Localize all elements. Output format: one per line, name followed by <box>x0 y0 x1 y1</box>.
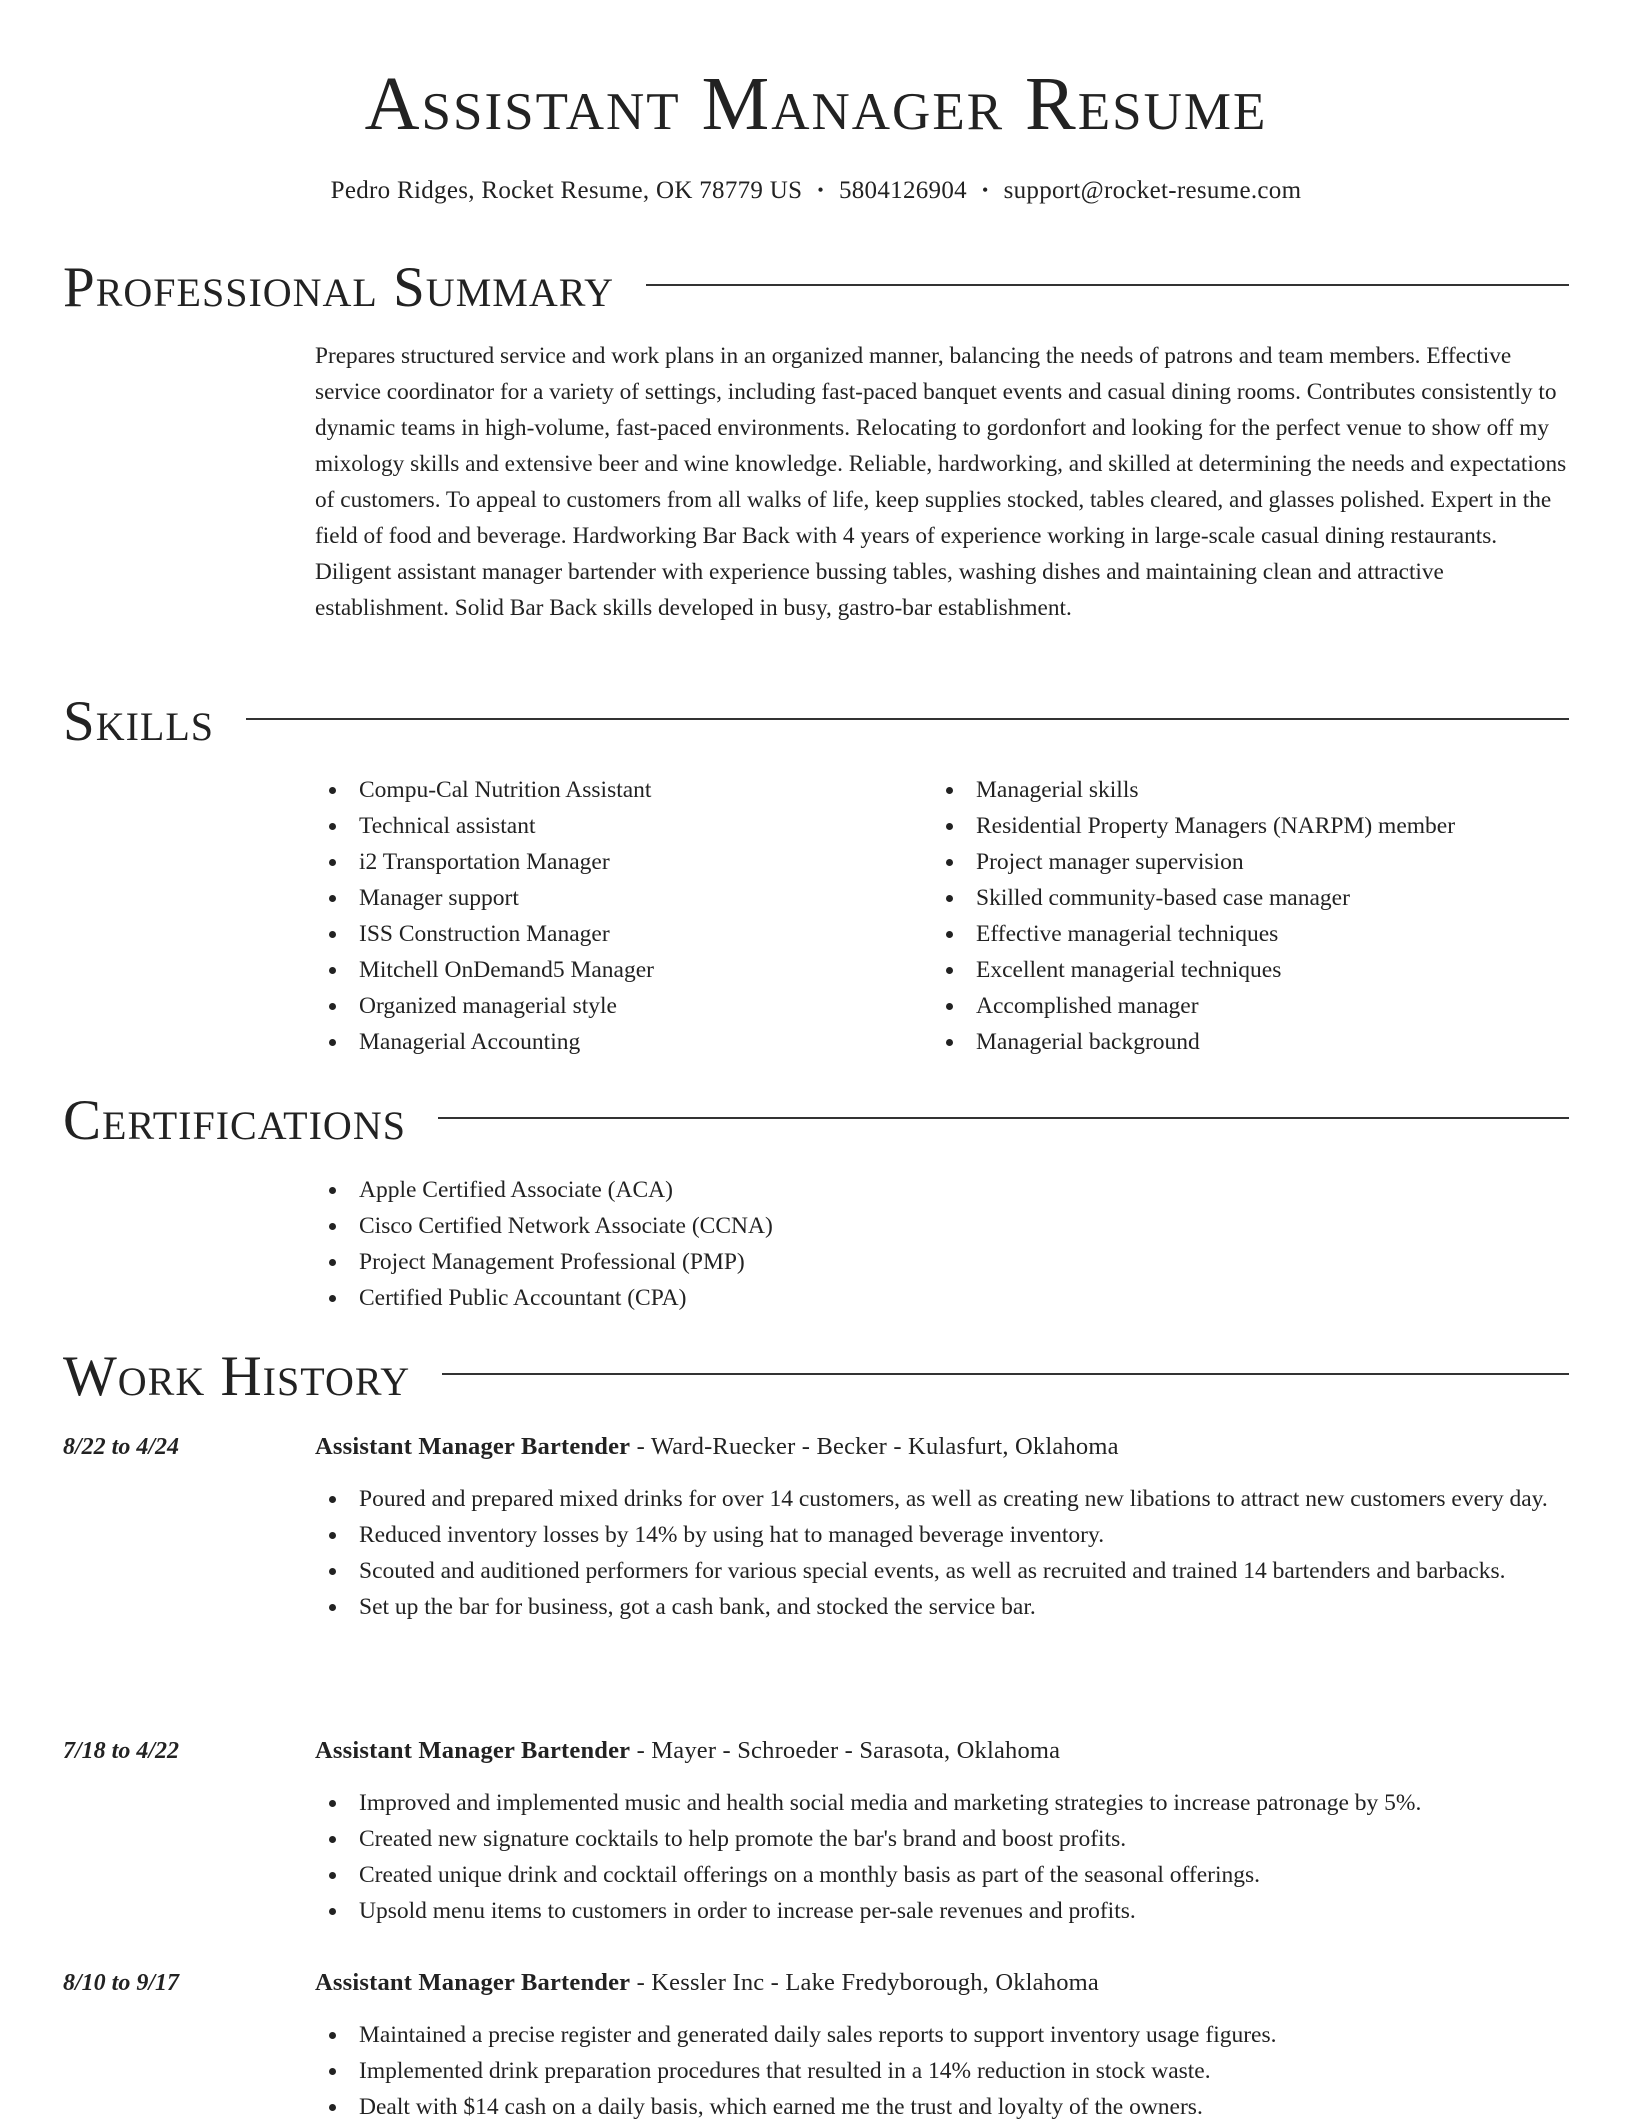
summary-section-header <box>63 256 1569 320</box>
job-title: Assistant Manager Bartender <box>315 1737 631 1764</box>
skill-item: ISS Construction Manager <box>315 916 915 952</box>
certification-item: Apple Certified Associate (ACA) <box>315 1172 773 1208</box>
certification-item: Certified Public Accountant (CPA) <box>315 1280 773 1316</box>
contact-separator: • <box>981 180 989 200</box>
skill-item: Organized managerial style <box>315 988 915 1024</box>
work-history-heading: Work History <box>63 1345 411 1408</box>
skills-heading: Skills <box>63 690 215 753</box>
skill-item: Managerial background <box>932 1024 1572 1060</box>
certifications-list <box>315 1172 773 1316</box>
summary-heading: Professional Summary <box>63 256 615 319</box>
contact-separator: • <box>817 180 824 200</box>
job-dates: 7/18 to 4/22 <box>63 1738 180 1764</box>
contact-line <box>0 174 1632 209</box>
skill-item: Technical assistant <box>315 808 915 844</box>
job-employer-location: - Kessler Inc - Lake Fredyborough, Oklahoma <box>630 1969 1099 1996</box>
job-duty-item: Scouted and auditioned performers for various special events, as well as recruited and trained 14 bartenders and barbacks. <box>315 1553 1570 1589</box>
skills-list-left <box>315 772 915 1060</box>
skill-item: Accomplished manager <box>932 988 1572 1024</box>
summary-text: Prepares structured service and work plans in an organized manner, balancing the needs of patrons and team members. Effective service coordinator for a variety of settings, including fast-paced banquet events and casual dining rooms. Contributes consistently to dynamic teams in high-volume, fast-paced environments. Relocating to gordonfort and looking for the perfect venue to show off my mixology skills and extensive beer and wine knowledge. Reliable, hardworking, and skilled at determining the needs and expectations of customers. To appeal to customers from all walks of life, keep supplies stocked, tables cleared, and glasses polished. Expert in the field of food and beverage. Hardworking Bar Back with 4 years of experience working in large-scale casual dining restaurants. Diligent assistant manager bartender with experience bussing tables, washing dishes and maintaining clean and attractive establishment. Solid Bar Back skills developed in busy, gastro-bar establishment. <box>315 343 1567 621</box>
contact-phone: 5804126904 <box>838 177 967 204</box>
job-dates: 8/22 to 4/24 <box>63 1434 180 1460</box>
job-duties-list <box>315 1785 1570 1929</box>
job-title: Assistant Manager Bartender <box>315 1433 631 1460</box>
certifications-section-header <box>63 1089 1569 1153</box>
job-employer-location: - Mayer - Schroeder - Sarasota, Oklahoma <box>630 1737 1061 1764</box>
job-title: Assistant Manager Bartender <box>315 1969 631 1996</box>
section-divider <box>438 1117 1569 1119</box>
skill-item: Skilled community-based case manager <box>932 880 1572 916</box>
skill-item: Managerial Accounting <box>315 1024 915 1060</box>
job-duty-item: Upsold menu items to customers in order to increase per-sale revenues and profits. <box>315 1893 1570 1929</box>
job-duty-item: Created new signature cocktails to help promote the bar's brand and boost profits. <box>315 1821 1570 1857</box>
job-duty-item: Set up the bar for business, got a cash bank, and stocked the service bar. <box>315 1589 1570 1625</box>
job-duties-list <box>315 2017 1570 2125</box>
job-duty-item: Maintained a precise register and generated daily sales reports to support inventory usage figures. <box>315 2017 1570 2053</box>
skill-item: Compu-Cal Nutrition Assistant <box>315 772 915 808</box>
job-duty-item: Dealt with $14 cash on a daily basis, which earned me the trust and loyalty of the owners. <box>315 2089 1570 2125</box>
certification-item: Cisco Certified Network Associate (CCNA) <box>315 1208 773 1244</box>
skill-item: Residential Property Managers (NARPM) member <box>932 808 1572 844</box>
job-duty-item: Poured and prepared mixed drinks for over 14 customers, as well as creating new libations to attract new customers every day. <box>315 1481 1570 1517</box>
section-divider <box>442 1373 1569 1375</box>
job-employer-location: - Ward-Ruecker - Becker - Kulasfurt, Oklahoma <box>630 1433 1119 1460</box>
skill-item: Excellent managerial techniques <box>932 952 1572 988</box>
skill-item: Project manager supervision <box>932 844 1572 880</box>
skill-item: Effective managerial techniques <box>932 916 1572 952</box>
section-divider <box>246 718 1569 720</box>
job-duty-item: Reduced inventory losses by 14% by using hat to managed beverage inventory. <box>315 1517 1570 1553</box>
skills-section-header <box>63 690 1569 754</box>
resume-title: Assistant Manager Resume <box>364 62 1268 146</box>
certification-item: Project Management Professional (PMP) <box>315 1244 773 1280</box>
job-duties-list <box>315 1481 1570 1625</box>
job-duty-item: Improved and implemented music and health social media and marketing strategies to increase patronage by 5%. <box>315 1785 1570 1821</box>
skill-item: Mitchell OnDemand5 Manager <box>315 952 915 988</box>
job-header <box>315 1965 1099 2001</box>
contact-address: Pedro Ridges, Rocket Resume, OK 78779 US <box>330 177 803 204</box>
skill-item: Managerial skills <box>932 772 1572 808</box>
job-duty-item: Created unique drink and cocktail offerings on a monthly basis as part of the seasonal offerings. <box>315 1857 1570 1893</box>
job-duty-item: Implemented drink preparation procedures that resulted in a 14% reduction in stock waste. <box>315 2053 1570 2089</box>
skill-item: Manager support <box>315 880 915 916</box>
job-header <box>315 1429 1119 1465</box>
certifications-heading: Certifications <box>63 1089 406 1152</box>
job-header <box>315 1733 1060 1769</box>
skills-list-right <box>932 772 1572 1060</box>
contact-email: support@rocket-resume.com <box>1003 177 1302 204</box>
skill-item: i2 Transportation Manager <box>315 844 915 880</box>
section-divider <box>646 284 1569 286</box>
job-dates: 8/10 to 9/17 <box>63 1970 180 1996</box>
work-history-section-header <box>63 1345 1569 1409</box>
